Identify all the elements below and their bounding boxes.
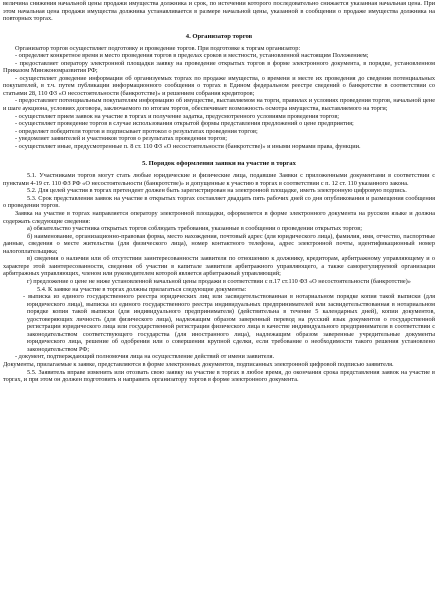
section-5-paragraph: в) сведения о наличии или об отсутствии заинтересованности заявителя по отношению к должнику, кредиторам, арбитражному управляющему и о характере этой заинтересованности, сведения об участии в капитале заявителя арбитражного управляющего, а также саморегулируемой организации арбитражных управляющих, членом или руководителем которой является арбитражный управляющий;	[3, 255, 435, 278]
section-5-body	[3, 172, 435, 383]
section-5-paragraph: 5.4. К заявке на участие в торгах должны прилагаться следующие документы:	[37, 285, 247, 293]
section-4-heading: 4. Организатор торгов	[185, 32, 253, 40]
section-5-paragraph: 5.2. Для целей участия в торгах претендент должен быть зарегистрирован на электронной площадке, иметь электронную цифровую подпись.	[27, 187, 407, 195]
section-5-paragraph: г) предложение о цене не ниже установленной начальной цены продажи в соответствии с п.17 ст.110 ФЗ «О несостоятельности (банкротстве)»	[27, 277, 411, 285]
section-4-paragraph: - предоставляет потенциальным покупателям информацию об имуществе, выставляемом на торги, правилах и условиях проведения торгов, начальной цене и шаге аукциона, условиях договора, заключаемого по итогам торгов, обеспечивает возможность осмотра имущества, выставляемого на торги;	[3, 97, 435, 113]
section-5-paragraph: 5.1. Участниками торгов могут стать любые юридические и физические лица, подавшие Заявки с приложенными документами в соответствии с пунктами 4-19 ст. 110 ФЗ РФ «О несостоятельности (банкротстве)» и допущенные к участию в торгах в соответствии с п. 12 ст. 110 указанного закона.	[3, 172, 435, 187]
intro-paragraph: величина снижения начальной цены продажи имущества должника и срок, по истечении которого последовательно снижается указанная начальная цена. При этом начальная цена продажи имущества должника устанавливается в размере начальной цены, указанной в сообщении о продаже имущества должника на повторных торгах.	[3, 0, 435, 23]
section-4-paragraph: - осуществляет иные, предусмотренные п. 8 ст. 110 ФЗ «О несостоятельности (банкротстве)» и иными нормами права, функции.	[15, 142, 361, 150]
section-5-paragraph: 5.5. Заявитель вправе изменить или отозвать свою заявку на участие в торгах в любое время, до окончания срока представления заявок на участие в торгах, и при этом он должен подготовить и направить организатору торгов в форме электронного документа.	[3, 368, 435, 384]
section-5-paragraph: - выписка из единого государственного реестра юридических лиц или засвидетельствованная в нотариальном порядке копия такой выписки (для юридического лица), выписка из единого государственного реестра индивидуальных предпринимателей или засвидетельствованная в нотариальном порядке копия такой выписки (для индивидуального предпринимателя) (действительна в течение 5 календарных дней), копии документов, удостоверяющих личность (для физического лица), надлежащим образом заверенный перевод на русский язык документов о государственной регистрации юридического лица или государственной регистрации физического лица в качестве индивидуального предпринимателя в соответствии с законодательством соответствующего государства (для иностранного лица), надлежащим образом заверенные учредительные документы юридического лица, решение об одобрении или о совершении крупной сделки, если требование о необходимости такого решения установлено законодательством РФ;	[23, 293, 435, 353]
section-4-paragraph: Организатор торгов осуществляет подготовку и проведение торгов. При подготовке к торгам организатор:	[15, 44, 301, 52]
section-5-paragraph: - документ, подтверждающий полномочия лица на осуществление действий от имени заявителя.	[15, 353, 275, 361]
section-4-body	[3, 45, 435, 151]
section-4-paragraph: - осуществляет проведение торгов в случае использования открытой формы представления предложений о цене предприятия;	[15, 120, 354, 128]
section-5-paragraph: 5.3. Срок представления заявок на участие в открытых торгах составляет двадцать пять рабочих дней со дня опубликования и размещения сообщения о проведении торгов.	[3, 194, 435, 210]
intro-text	[3, 0, 435, 23]
section-4-paragraph: - осуществляет прием заявок на участие в торгах и получение задатка, предусмотренного условиями проведения торгов;	[15, 112, 340, 120]
section-4-paragraph: - предоставляет оператору электронной площадки заявку на проведение открытых торгов в форме электронного документа, в порядке, установленном Приказом Минэкономразвития РФ;	[3, 59, 435, 75]
section-4-paragraph: - определяет победителя торгов и подписывает протокол о результатах проведения торгов;	[15, 127, 258, 135]
section-5-paragraph: Заявка на участие в торгах направляется оператору электронной площадки, оформляется в форме электронного документа на русском языке и должна содержать следующие сведения:	[3, 210, 435, 225]
section-4-paragraph: - осуществляет доведение информации об организуемых торгах по продаже имущества, о времени и месте их проведения до сведения потенциальных покупателей, в т.ч. путем публикации информационного сообщения о торгах в Едином федеральном реестре сведений о банкротстве в соответствии со статьями 28, 110 ФЗ «О несостоятельности (банкротстве)» и решением собрания кредиторов;	[3, 74, 435, 97]
section-5-paragraph: Документы, прилагаемые к заявке, представляются в форме электронных документов, подписанных электронной цифровой подписью заявителя.	[3, 360, 394, 368]
section-5-paragraph: а) обязательство участника открытых торгов соблюдать требования, указанные в сообщении о проведении открытых торгов;	[27, 225, 363, 233]
section-4-paragraph: - уведомляет заявителей и участников торгов о результатах проведения торгов;	[15, 135, 227, 143]
section-5-heading: 5. Порядок оформления заявки на участие в торгах	[142, 160, 296, 168]
section-5-paragraph: б) наименование, организационно-правовая форма, место нахождения, почтовый адрес (для юридического лица), фамилия, имя, отчество, паспортные данные, сведения о месте жительства (для физического лица), номер контактного телефона, адрес электронной почты, идентификационный номер налогоплательщика;	[3, 232, 435, 255]
section-4-paragraph: - определяет конкретное время и место проведения торгов в пределах сроков и местности, установленной настоящим Положением;	[15, 52, 369, 60]
